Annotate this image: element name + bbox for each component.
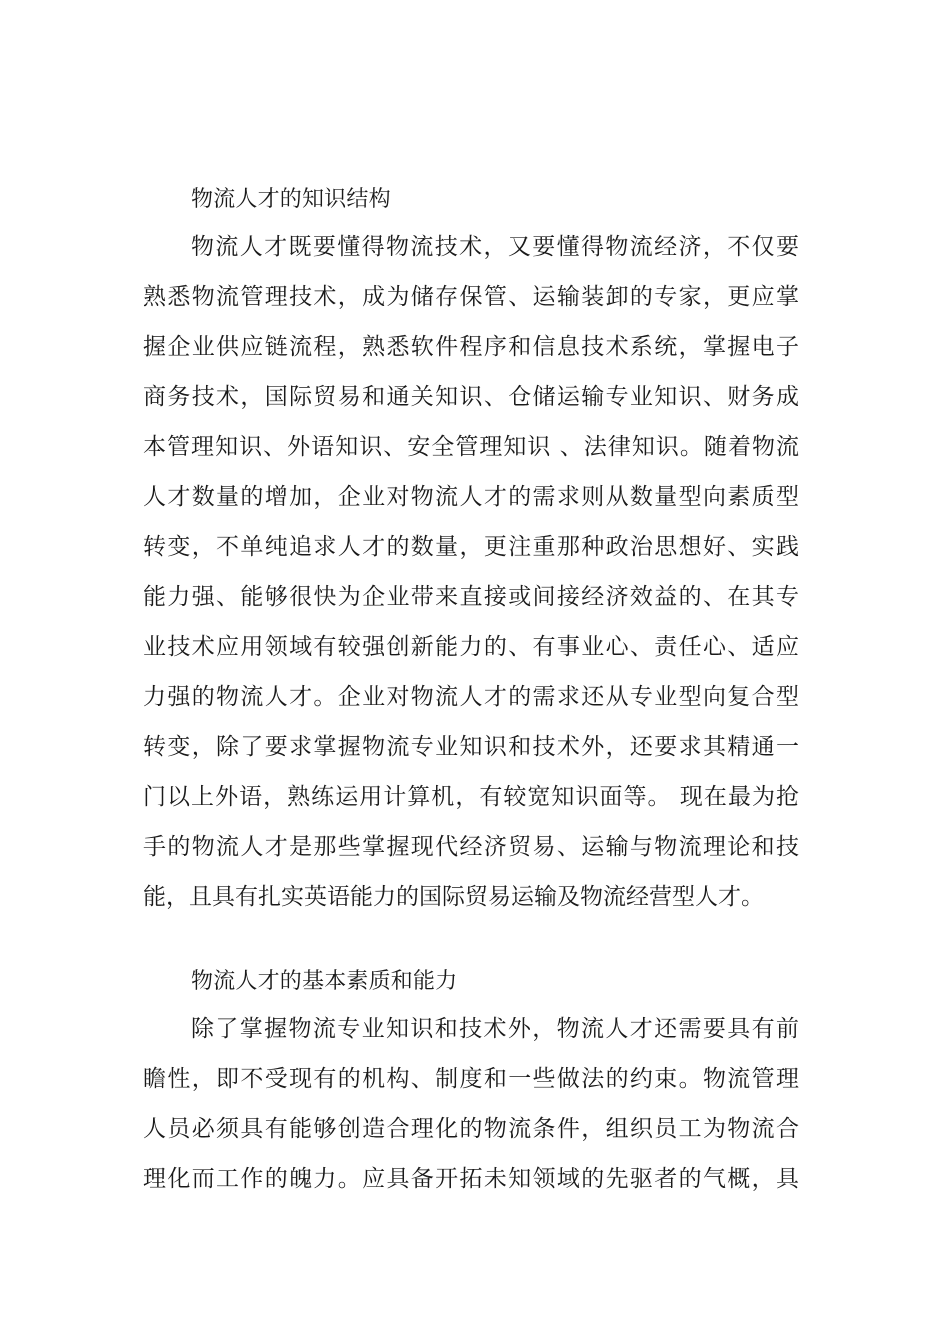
section-heading-knowledge-structure: 物流人才的知识结构 [191,187,391,212]
paragraph-line: 能，且具有扎实英语能力的国际贸易运输及物流经营型人才。 [143,884,764,910]
section-heading-basic-qualities: 物流人才的基本素质和能力 [191,969,458,994]
paragraph-line: 人员必须具有能够创造合理化的物流条件，组织员工为物流合 [143,1116,799,1142]
paragraph-line: 本管理知识、外语知识、安全管理知识 、法律知识。随着物流 [143,434,799,460]
paragraph-line: 业技术应用领域有较强创新能力的、有事业心、责任心、适应 [143,634,799,660]
paragraph-line: 门以上外语，熟练运用计算机，有较宽知识面等。 现在最为抢 [143,784,799,810]
paragraph-line: 力强的物流人才。企业对物流人才的需求还从专业型向复合型 [143,684,799,710]
paragraph-line: 能力强、能够很快为企业带来直接或间接经济效益的、在其专 [143,584,799,610]
paragraph-knowledge-structure [143,222,799,922]
document-body [143,178,799,1204]
section-spacer [143,922,799,960]
paragraph-line: 商务技术，国际贸易和通关知识、仓储运输专业知识、财务成 [143,384,799,410]
paragraph-line: 物流人才既要懂得物流技术，又要懂得物流经济，不仅要 [191,234,799,260]
paragraph-line: 转变，不单纯追求人才的数量，更注重那种政治思想好、实践 [143,534,799,560]
paragraph-line: 瞻性，即不受现有的机构、制度和一些做法的约束。物流管理 [143,1066,799,1092]
paragraph-basic-qualities [143,1004,799,1204]
paragraph-line: 转变，除了要求掌握物流专业知识和技术外，还要求其精通一 [143,734,799,760]
paragraph-line: 熟悉物流管理技术，成为储存保管、运输装卸的专家，更应掌 [143,284,799,310]
paragraph-line: 人才数量的增加，企业对物流人才的需求则从数量型向素质型 [143,484,799,510]
paragraph-line: 手的物流人才是那些掌握现代经济贸易、运输与物流理论和技 [143,834,799,860]
paragraph-line: 理化而工作的魄力。应具备开拓未知领域的先驱者的气概，具 [143,1166,799,1192]
paragraph-line: 除了掌握物流专业知识和技术外，物流人才还需要具有前 [191,1016,799,1042]
paragraph-line: 握企业供应链流程，熟悉软件程序和信息技术系统，掌握电子 [143,334,799,360]
